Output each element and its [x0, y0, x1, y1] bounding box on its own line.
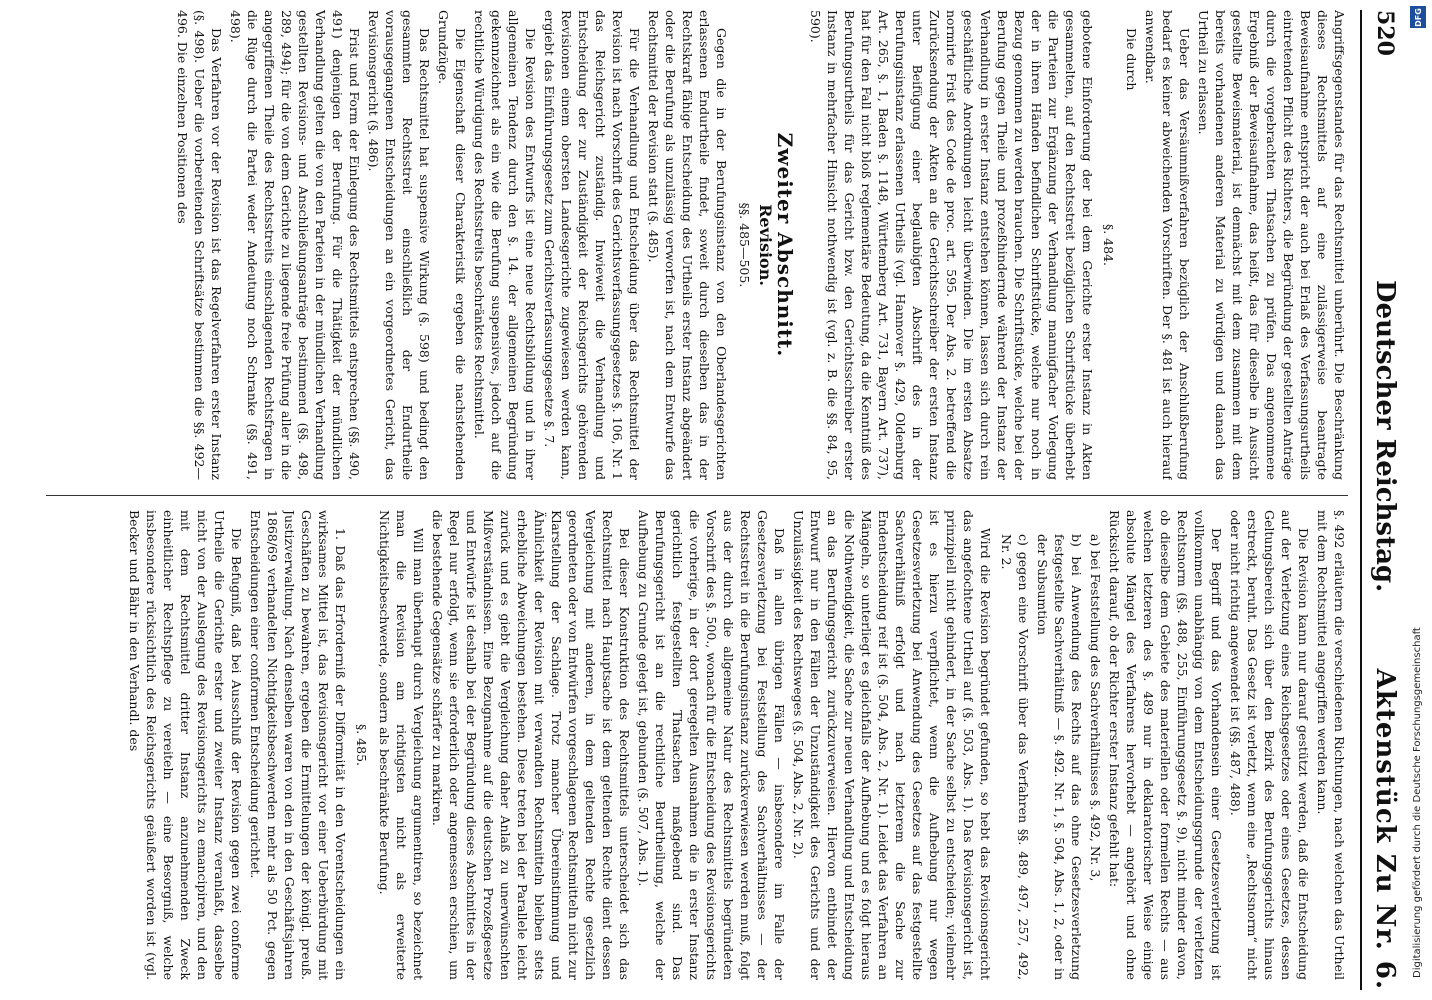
- list-item: b) bei Anwendung des Rechts auf das ohne Gesetzesverletzung festgestellte Sachverhältniß — §. 492. Nr. 1, §. 504, Abs. 1, 2, oder in der Subsumtion: [1035, 534, 1084, 980]
- paragraph: Gegen die in der Berufungsinstanz von den Oberlandesgerichten erlassenen Endurtheile findet, soweit durch dieselben das in der Rechtskraft fähige Entscheidung des Urtheils erster Instanz abgeändert oder die Berufung als unzulässig verworfen ist, nach dem Entwurfe das Rechtsmittel der Revision statt (§. 485).: [646, 10, 729, 480]
- paragraph: 1. Daß das Erforderniß der Difformität in den Vorentscheidungen ein wirksames Mittel ist, das Revisionsgericht vor einer Ueberbürdung mit Geschäften zu bewahren, ergeben die Ermittelungen der königl. preuß. Justizverwaltung. Nach denselben waren von den in den Geschäftsjahren 1868/69 verhandelten Nichtigkeitsbeschwerden mehr als 50 Pct. gegen Entscheidungen einer conformen Entscheidung gerichtet.: [248, 510, 348, 980]
- list-item: c) gegen eine Vorschrift über das Verfahren §§. 489, 497, 257, 492, Nr. 2.: [999, 534, 1031, 980]
- paragraph: Die durch: [1124, 28, 1139, 91]
- document-reference: Aktenstück Zu Nr. 6.: [1370, 668, 1400, 990]
- list: [998, 534, 1104, 980]
- paragraph: Der Begriff und das Vorhandensein einer Gesetzesverletzung ist vollkommen unabhängig von dem Entscheidungsgrunde der verletzten Rechtsnorm (§§. 488, 255, Einführungsgesetz §. 9), nicht minder davon, ob dieselbe dem Gebiete des materiellen oder formellen Rechts — aus welchen letzteren des §. 489 nur in deklaratorischer Weise einige absolute Mängel des Verfahrens hervorhebt — angehört und ohne Rücksicht darauf, ob der Richter erster Instanz gefehlt hat:: [1107, 510, 1224, 980]
- list-item: a) bei Feststellung des Sachverhältnisses §. 492, Nr. 3,: [1088, 534, 1103, 882]
- paragraph: gebotene Einforderung der bei dem Gerichte erster Instanz in Akten gesammelten, auf den Rechtsstreit bezüglichen Schriftstücke überhebt die Parteien zur Ergänzung der Verhandlung mannigfacher Vorlegung der in ihren Händen befindlichen Schriftstücke, welche nur noch in Bezug genommen zu werden brauchen. Die Schriftstücke, welche bei der Berufung gegen Theile und prozeßhindernde während der Instanz der Verhandlung in erster Instanz entstehen können, lassen sich durch rein geschäftliche Anordnungen leicht überwinden. Die im ersten Absatze normirte Frist des Code de proc. art. 595. Der Abs. 2. betreffend die Zurücksendung der Akten an die Gerichtsschreiber der ersten Instanz unter Beifügung einer beglaubigten Abschrift des in der Berufungsinstanz erlassenen Urtheils (vgl. Hannover §. 429, Oldenburg Art. 265, §. 1, Baden §. 1148, Württemberg Art. 731, Bayern Art. 737), hat für den Fall nicht bloß reglementäre Bedeutung, da die Kenntniß des Berufungsurtheils für das Gericht bzw. den Gerichtsschreiber erster Instanz in mehrfacher Hinsicht nothwendig ist (vgl. z. B. die §§. 84, 95, 590).: [808, 10, 1095, 480]
- digitization-note: Digitalisierung gefördert durch die Deutsche Forschungsgemeinschaft: [1412, 627, 1423, 978]
- section-heading: Zweiter Abschnitt.: [773, 132, 797, 358]
- section-number: §. 485.: [354, 723, 369, 767]
- section-range: §§. 485—505.: [737, 202, 752, 288]
- page-number: 520: [1372, 10, 1398, 56]
- paragraph: Wird die Revision begründet gefunden, so hebt das Revisionsgericht das angefochtene Urtheil auf (§. 503, Abs. 1). Das Revisionsgericht ist, prinzipiell nicht gehindert, in der Sache selbst zu entscheiden; vielmehr ist es hierzu verpflichtet, wenn die Aufhebung nur wegen Gesetzesverletzung bei Anwendung des Gesetzes auf das festgestellte Sachverhältniß erfolgt und nach letzterem die Sache zur Endentscheidung reif ist (§. 504, Abs. 2, Nr. 1). Leidet das Verfahren an Mängeln, so unterliegt es gleichfalls der Aufhebung und es folgt hieraus die Nothwendigkeit, die Sache zur neuen Verhandlung und Entscheidung an das Berufungsgericht zurückzuverweisen. Hiervon entbindet der Entwurf nur in den Fällen der Unzuständigkeit des Gerichts und der Unzulässigkeit des Rechtsweges (§. 504, Abs. 2, Nr. 2).: [791, 510, 993, 980]
- paragraph: Das Verfahren vor der Revision ist das Regelverfahren erster Instanz (§. 498). Ueber die vorbereitenden Schriftsätze bestimmen die §§. 492—496. Die einzelnen Positionen des: [175, 10, 224, 480]
- paragraph: Die Revision kann nur darauf gestützt werden, daß die Entscheidung auf der Verletzung eines Reichsgesetzes oder eines Gesetzes, dessen Geltungsbereich sich über den Bezirk des Berufungsgerichts hinaus erstreckt, beruht. Das Gesetz ist verletzt, wenn eine „Rechtsnorm“ nicht oder nicht richtig angewendet ist (§§. 487, 488).: [1228, 510, 1311, 980]
- paragraph: Angriffsgegenstandes für das Rechtsmittel unberührt. Die Beschränkung dieses Rechtsmittels auf eine zulässigerweise beantragte Beweisaufnahme entspricht der auch bei Erlaß des Verfassungsurtheils eintretenden Pflicht des Richters, die Begründung der gestellten Anträge durch die vorgebrachten Thatsachen zu prüfen. Das angenommene Ergebniß der Beweisaufnahme, das heißt, das für dieselbe in Aussicht gestellte Beweismaterial, ist demnächst mit dem zusammen mit dem bereits vorhandenen anderen Material zu würdigen und danach das Urtheil zu erlassen.: [1196, 10, 1347, 480]
- right-column: [36, 510, 1348, 980]
- journal-title: Deutscher Reichstag.: [1370, 280, 1400, 593]
- paragraph: §. 492 erläutern die verschiedenen Richtungen, nach welchen das Urtheil mit dem Rechtsmittel angegriffen werden kann.: [1315, 510, 1347, 980]
- left-column: [36, 10, 1348, 480]
- rotated-page: [36, 10, 1406, 990]
- paragraph: Für die Verhandlung und Entscheidung über das Rechtsmittel der Revision ist nach Vorschrift des Gerichtsverfassungsgesetzes §. 106, Nr. 1 das Reichsgericht zuständig. Inwieweit die Verhandlung und Entscheidung der zur Zuständigkeit der Reichsgerichts gehörenden Revisionen einem obersten Landesgerichte zugewiesen werden kann, ergiebt das Einführungsgesetz zum Gerichtsverfassungsgesetze §. 7.: [542, 10, 642, 480]
- section-number: §. 484.: [1101, 223, 1116, 267]
- page-header: [1360, 10, 1406, 990]
- column-divider: [46, 495, 1348, 496]
- paragraph: Das Rechtsmittel hat suspensive Wirkung (§. 598) und bedingt den gesammten Rechtsstreit einschließlich der Endurtheile vorausgegangenen Entscheidungen an ein vorgeordnetes Gericht, das Revisionsgericht (§. 486).: [366, 10, 432, 480]
- paragraph: Bei dieser Konstruktion des Rechtsmittels unterscheidet sich das Rechtsmittel nach Hauptsache ist dem geltenden Rechte dient dessen Vergleichung mit anderen, in dem geltenden Rechte gesetzlich geordneten oder von Entwürfen vorgeschlagenen Rechtsmitteln nicht zur Klarstellung der Sachlage. Trotz mancher Übereinstimmung und Ähnlichkeit der Revision mit verwandten Rechtsmitteln bleiben stets erhebliche Abweichungen bestehen. Diese treten bei der Parallele leicht zurück und es giebt die Vergleichung daher Anlaß zu unerwünschten Mißverständnissen. Eine Bezugnahme auf die deutschen Prozeßgesetze und Entwürfe ist deshalb bei der Begründung dieses Abschnittes in der Regel nur erfolgt, wenn sie erforderlich oder angemessen erschien, um die bestehende Gegensätze schärfer zu markiren.: [430, 510, 632, 980]
- paragraph: Die Revision des Entwurfs ist eine neue Rechtsbildung und in ihrer allgemeinen Tendenz durch den §. 14. der allgemeinen Begründung gekennzeichnet als ein wie die Berufung suspensives, jedoch auf die rechtliche Würdigung des Rechtsstreits beschränktes Rechtsmittel.: [472, 10, 538, 480]
- paragraph: Ueber das Versäumnißverfahren bezüglich der Anschlußberufung bedarf es keiner abweichenden Vorschriften. Der §. 481 ist auch hierauf anwendbar.: [1143, 10, 1192, 480]
- paragraph: Daß in allen übrigen Fällen — insbesondere im Falle der Gesetzesverletzung bei Feststellung des Sachverhältnisses — der Rechtsstreit in die Berufungsinstanz zurückverwiesen werden muß, folgt aus der durch die allgemeine Natur des Rechtsmittels begründeten Vorschrift des §. 500., wonach für die Entscheidung des Revisionsgerichts die vorherige, in der dort geregelten Ausnahmen die in erster Instanz gerichtlich festgestellten Thatsachen maßgebend sind. Das Berufungsgericht ist an die rechtliche Beurtheilung, welche der Aufhebung zu Grunde gelegt ist, gebunden (§. 507, Abs. 1).: [636, 510, 787, 980]
- paragraph: Will man überhaupt durch Vergleichung argumentiren, so bezeichnet man die Revision am richtigsten nicht als erweiterte Nichtigkeitsbeschwerde, sondern als beschränkte Berufung.: [377, 510, 426, 980]
- paragraph: Die Eigenschaft dieser Charakteristik ergeben die nachstehenden Grundzüge.: [436, 10, 468, 480]
- paragraph: Frist und Form der Einlegung des Rechtsmittels entsprechen (§§. 490, 491) denjenigen der Berufung. Für die Thätigkeit der mündlichen Verhandlung gelten die von den Parteien in der mündlichen Verhandlung gestellten Revisions- und Anschließungsanträge bestimmend (§§. 498, 289, 494); für die von dem Gerichte zu liegende freie Prüfung aller in die angegriffenen Theile des Rechtsstreits einschlagenden Rechtsfragen in die Rüge durch die Partei weder Andeutung noch Schranke (§§. 491, 498).: [228, 10, 362, 480]
- dfg-logo-text: DFG: [1413, 7, 1423, 27]
- paragraph: Die Befugniß, daß bei Ausschluß der Revision gegen zwei conforme Urtheile die Gerichte erster und zweiter Instanz veranlaßt, dasselbe nicht von der Auslegung des Revisionsgerichts zu emancipiren, und den mit dem Rechtsmittel dritter Instanz anzunehmenden Zweck einheitlicher Rechtspflege zu vereiteln — eine Besorgniß, welche insbesondere rücksichtlich des Reichsgerichts geäußert worden ist (vgl. Becker und Bähr in den Verhandl. des: [127, 510, 244, 980]
- section-subheading: Revision.: [756, 204, 775, 286]
